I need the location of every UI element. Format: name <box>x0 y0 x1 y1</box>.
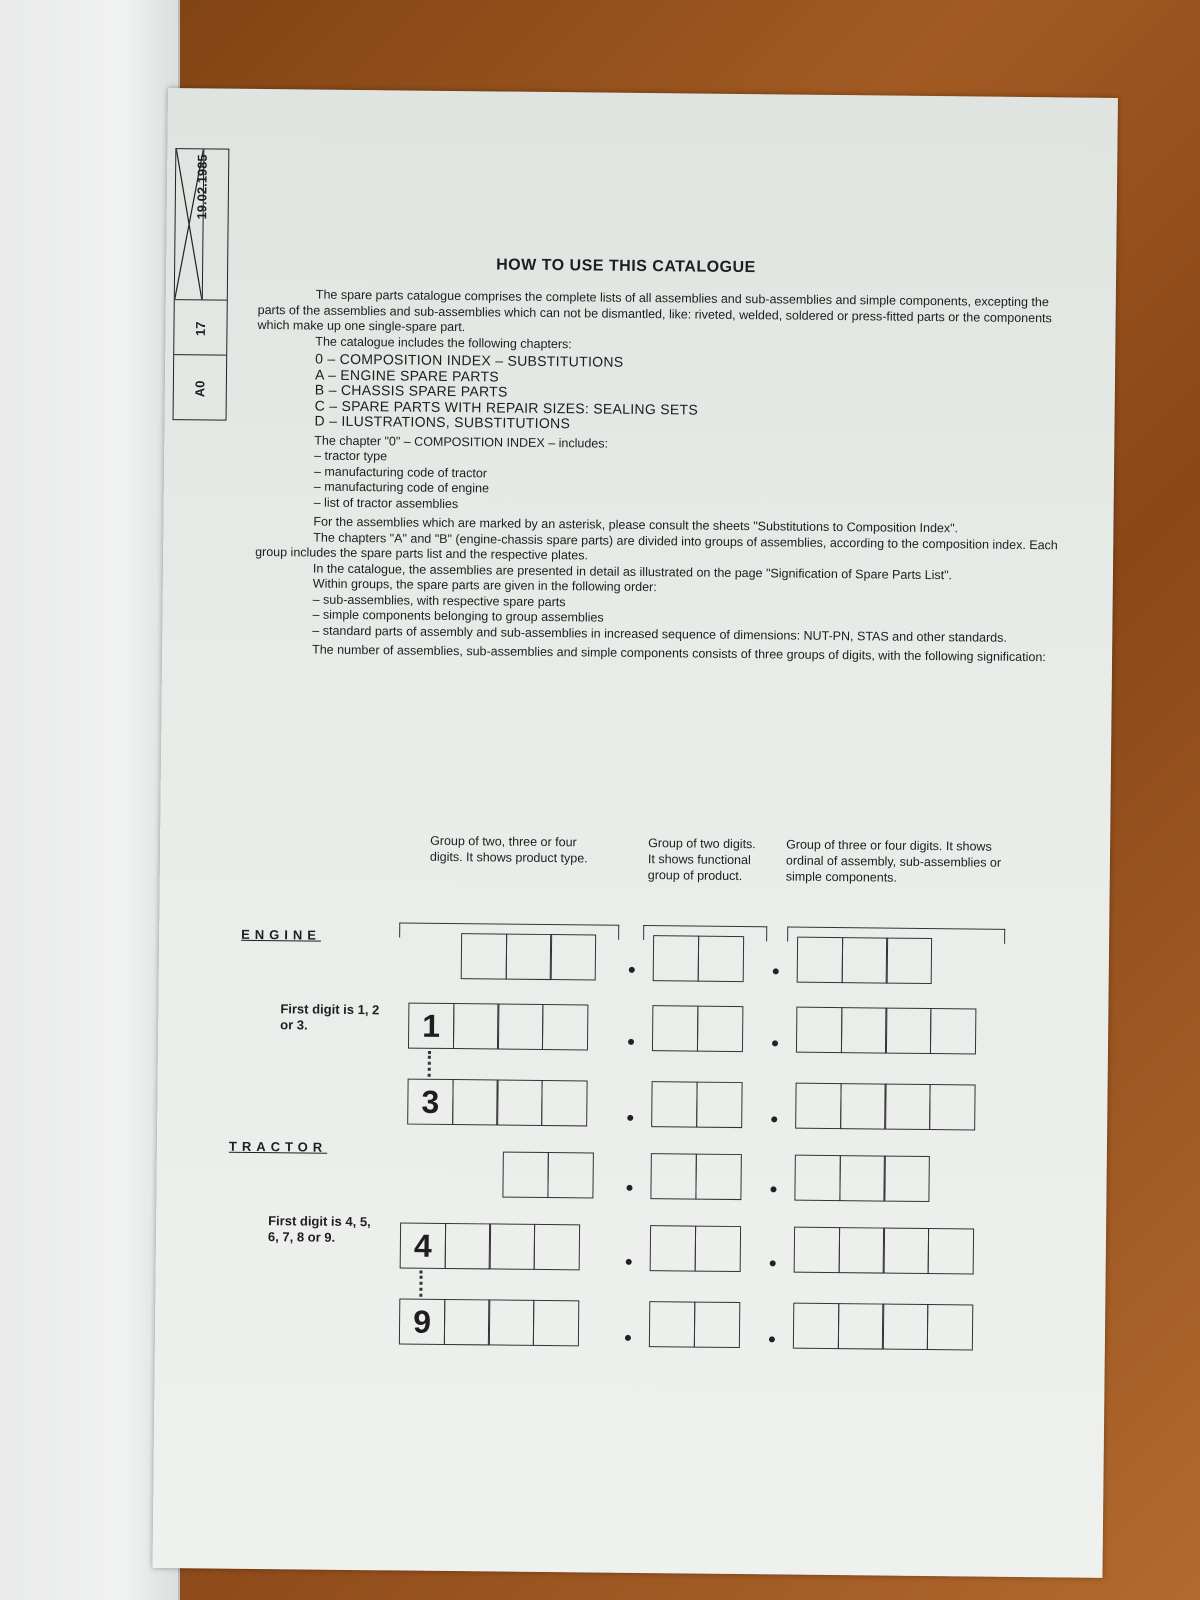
chapter-list <box>314 352 1067 437</box>
separator-dot <box>628 1039 634 1045</box>
stamp-date: 19.02.1985 <box>194 154 210 220</box>
digit-group <box>400 1222 580 1270</box>
list-item: – manufacturing code of tractor <box>314 464 1066 487</box>
list-item: – manufacturing code of engine <box>314 480 1066 503</box>
separator-dot <box>626 1259 632 1265</box>
digit-box <box>884 1084 930 1130</box>
digit-box <box>840 1083 886 1129</box>
digit-box <box>444 1223 490 1269</box>
digit-box <box>883 1228 929 1274</box>
digit-box <box>797 937 843 983</box>
digit-box <box>651 1081 697 1127</box>
list-item: – tractor type <box>314 449 1066 472</box>
stamp-code: A0 <box>192 380 208 398</box>
digit-box <box>882 1304 928 1350</box>
chapter-item: B – CHASSIS SPARE PARTS <box>314 381 508 400</box>
digit-box <box>497 1003 543 1049</box>
separator-dot <box>626 1185 632 1191</box>
paragraph: The chapter "0" – COMPOSITION INDEX – includes: <box>314 433 609 451</box>
digit-box <box>533 1224 579 1270</box>
digit-box <box>926 1304 972 1350</box>
digit-box <box>650 1153 696 1199</box>
digit-box <box>837 1303 883 1349</box>
digit-box <box>929 1084 975 1130</box>
separator-dot <box>770 1186 776 1192</box>
tractor-label: TRACTOR <box>228 1138 328 1155</box>
digit-group <box>796 1007 976 1055</box>
header-ordinal: Group of three or four digits. It shows ordinal of assembly, sub-assemblies or simple components. <box>785 837 1002 885</box>
digit-box <box>649 1301 695 1347</box>
separator-dot <box>771 1116 777 1122</box>
digit-box <box>840 1007 886 1053</box>
chapter-item: C – SPARE PARTS WITH REPAIR SIZES: SEALING SETS <box>314 397 699 418</box>
range-dots <box>419 1271 424 1297</box>
digit-group <box>652 1005 743 1052</box>
paragraph: In the catalogue, the assemblies are presented in detail as illustrated on the page "Signification of Spare Parts List". <box>312 561 953 582</box>
digit-group <box>793 1303 973 1351</box>
digit-box: 1 <box>408 1003 454 1049</box>
digit-group <box>502 1152 593 1199</box>
header-product-type: Group of two, three or four digits. It shows product type. <box>429 833 588 866</box>
digit-box <box>443 1299 489 1345</box>
digit-box <box>650 1225 696 1271</box>
digit-box <box>793 1303 839 1349</box>
digit-box <box>927 1228 973 1274</box>
tractor-note: First digit is 4, 5, 6, 7, 8 or 9. <box>267 1213 371 1245</box>
list-item: – standard parts of assembly and sub-assemblies in increased sequence of dimensions: NUT-PN, STAS and other standards. <box>312 623 1064 646</box>
paragraph: The chapters "A" and "B" (engine-chassis spare parts) are divided into groups of assemblies, according to the composition index. Each group includes the spare parts list and the respective plates. <box>255 530 1058 563</box>
digit-box <box>885 1008 931 1054</box>
instructions-text <box>254 287 1068 666</box>
separator-dot <box>773 968 779 974</box>
digit-box <box>541 1004 587 1050</box>
digit-group <box>653 935 744 982</box>
digit-box <box>653 935 699 981</box>
separator-dot <box>770 1260 776 1266</box>
chapter-item: A – ENGINE SPARE PARTS <box>314 366 500 384</box>
digit-box <box>652 1005 698 1051</box>
digit-group <box>651 1081 742 1128</box>
digit-box <box>505 934 551 980</box>
digit-box <box>452 1079 498 1125</box>
digit-box <box>883 1156 929 1202</box>
digit-group <box>649 1301 740 1348</box>
paragraph: The number of assemblies, sub-assemblies and simple components consists of three groups of digits, with the following signification: <box>312 642 1046 665</box>
digit-box <box>694 1226 740 1272</box>
digit-box <box>488 1299 534 1345</box>
separator-dot <box>625 1335 631 1341</box>
left-page <box>0 0 180 1600</box>
digit-group <box>795 1083 975 1131</box>
page-stamp <box>173 148 230 421</box>
digit-box <box>496 1079 542 1125</box>
digit-group <box>797 937 932 984</box>
digit-box <box>461 933 507 979</box>
digit-box <box>452 1003 498 1049</box>
digit-box <box>841 937 887 983</box>
digit-box: 3 <box>407 1079 453 1125</box>
stamp-cross-icon <box>175 149 204 299</box>
list-item: – sub-assemblies, with respective spare parts <box>313 592 1065 615</box>
digit-box <box>489 1223 535 1269</box>
digit-group <box>399 1298 579 1346</box>
catalogue-page <box>153 88 1118 1578</box>
digit-group <box>794 1155 929 1202</box>
digit-box <box>838 1227 884 1273</box>
separator-dot <box>627 1115 633 1121</box>
paragraph: The spare parts catalogue comprises the complete lists of all assemblies and sub-assemblies and simple components, excepting the parts of the assemblies and sub-assemblies which can not be dismantled, like: riveted, welded, soldered or press-fitted parts or the components which make up one single-spare part. <box>257 287 1052 335</box>
paragraph: The catalogue includes the following chapters: <box>315 334 572 351</box>
engine-note: First digit is 1, 2 or 3. <box>280 1001 380 1033</box>
paragraph: For the assemblies which are marked by an asterisk, please consult the sheets "Substitutions to Composition Index". <box>313 514 959 536</box>
digit-box <box>795 1083 841 1129</box>
digit-group <box>407 1079 587 1127</box>
digit-box <box>541 1080 587 1126</box>
digit-box <box>794 1227 840 1273</box>
digit-box <box>697 936 743 982</box>
digit-box <box>693 1302 739 1348</box>
digit-group <box>461 933 596 980</box>
digit-box <box>794 1155 840 1201</box>
separator-dot <box>772 1040 778 1046</box>
digit-box: 4 <box>400 1222 446 1268</box>
digit-box <box>547 1152 593 1198</box>
order-list <box>312 592 1064 646</box>
paragraph: Within groups, the spare parts are given in the following order: <box>312 576 657 595</box>
digit-box <box>929 1008 975 1054</box>
digit-group <box>408 1003 588 1051</box>
header-functional-group: Group of two digits. It shows functional group of product. <box>647 836 756 884</box>
page-title: HOW TO USE THIS CATALOGUE <box>496 256 756 277</box>
digit-box <box>532 1300 578 1346</box>
chapter-item: D – ILUSTRATIONS, SUBSTITUTIONS <box>314 412 571 432</box>
digit-group <box>650 1153 741 1200</box>
digit-box <box>696 1082 742 1128</box>
digit-box <box>696 1006 742 1052</box>
stamp-page: 17 <box>192 321 209 337</box>
engine-label: ENGINE <box>241 926 322 943</box>
digit-box <box>796 1007 842 1053</box>
digit-box <box>695 1154 741 1200</box>
chapter-item: 0 – COMPOSITION INDEX – SUBSTITUTIONS <box>315 350 624 370</box>
digit-box: 9 <box>399 1298 445 1344</box>
digit-group <box>650 1225 741 1272</box>
list-item: – simple components belonging to group assemblies <box>312 608 1064 631</box>
digit-box <box>886 938 932 984</box>
range-dots <box>428 1051 433 1077</box>
list-item: – list of tractor assemblies <box>314 495 1066 518</box>
digit-box <box>550 934 596 980</box>
digit-box <box>502 1152 548 1198</box>
index-list <box>314 449 1067 519</box>
digit-box <box>839 1155 885 1201</box>
separator-dot <box>629 967 635 973</box>
digit-group <box>794 1227 974 1275</box>
separator-dot <box>769 1336 775 1342</box>
